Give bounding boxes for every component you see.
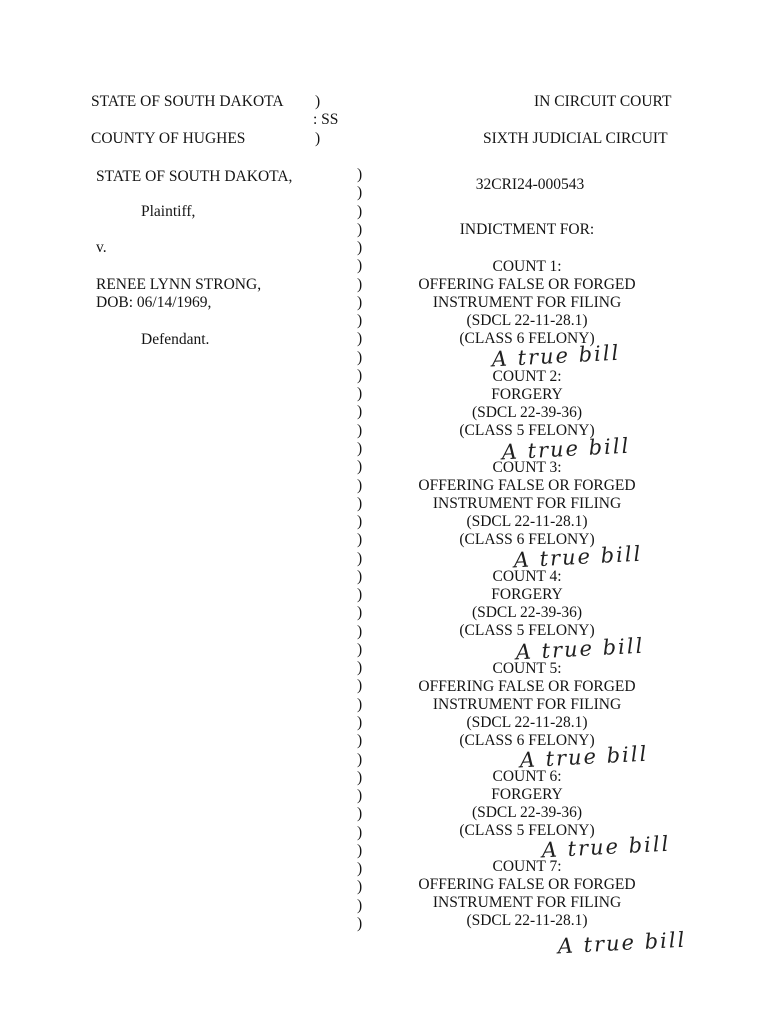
ss-mark: : SS (313, 111, 339, 128)
caption-paren-1: ) (315, 93, 321, 110)
count-line: OFFERING FALSE OR FORGED (418, 276, 636, 293)
divider-paren: ) (357, 348, 363, 366)
divider-paren: ) (357, 531, 363, 549)
divider-paren: ) (357, 366, 363, 384)
divider-paren: ) (357, 622, 363, 640)
county-caption-left: COUNTY OF HUGHES (91, 130, 246, 147)
divider-paren: ) (357, 713, 363, 731)
judicial-circuit: SIXTH JUDICIAL CIRCUIT (483, 130, 668, 147)
count-line: (SDCL 22-39-36) (471, 804, 583, 821)
divider-paren: ) (357, 768, 363, 786)
count-line: OFFERING FALSE OR FORGED (418, 678, 636, 695)
divider-paren: ) (357, 787, 363, 805)
count-line: (SDCL 22-11-28.1) (466, 912, 588, 929)
count-line: (SDCL 22-39-36) (471, 604, 583, 621)
defendant-role: Defendant. (141, 331, 210, 348)
divider-paren: ) (357, 513, 363, 531)
count-line: (CLASS 5 FELONY) (459, 822, 595, 839)
divider-paren: ) (357, 823, 363, 841)
divider-paren: ) (357, 567, 363, 585)
defendant-dob: DOB: 06/14/1969, (96, 294, 212, 311)
divider-paren: ) (357, 239, 363, 257)
case-number: 32CRI24-000543 (475, 176, 585, 193)
divider-paren: ) (357, 293, 363, 311)
count-line: (SDCL 22-11-28.1) (466, 513, 588, 530)
count-line: INSTRUMENT FOR FILING (432, 495, 622, 512)
divider-paren: ) (357, 403, 363, 421)
count-line: INSTRUMENT FOR FILING (432, 696, 622, 713)
plaintiff-role: Plaintiff, (141, 203, 196, 220)
versus: v. (96, 239, 107, 256)
true-bill-endorsement: A true bill (513, 541, 643, 573)
count-line: (CLASS 6 FELONY) (459, 330, 595, 347)
divider-paren: ) (357, 184, 363, 202)
count-label: COUNT 1: (492, 258, 562, 275)
count-line: (SDCL 22-39-36) (471, 404, 583, 421)
divider-paren: ) (357, 439, 363, 457)
divider-paren: ) (357, 330, 363, 348)
divider-paren: ) (357, 878, 363, 896)
count-line: (SDCL 22-11-28.1) (466, 312, 588, 329)
plaintiff-name: STATE OF SOUTH DAKOTA, (96, 168, 293, 185)
true-bill-endorsement: A true bill (519, 741, 649, 773)
divider-paren: ) (357, 549, 363, 567)
true-bill-endorsement: A true bill (557, 927, 687, 959)
divider-paren: ) (357, 421, 363, 439)
divider-paren: ) (357, 275, 363, 293)
count-line: (CLASS 6 FELONY) (459, 531, 595, 548)
divider-paren: ) (357, 860, 363, 878)
count-line: (SDCL 22-11-28.1) (466, 714, 588, 731)
count-line: (CLASS 5 FELONY) (459, 622, 595, 639)
count-line: (CLASS 6 FELONY) (459, 732, 595, 749)
divider-paren: ) (357, 805, 363, 823)
true-bill-endorsement: A true bill (501, 433, 631, 465)
divider-paren: ) (357, 257, 363, 275)
count-line: OFFERING FALSE OR FORGED (418, 876, 636, 893)
state-caption-left: STATE OF SOUTH DAKOTA (91, 93, 284, 110)
court-name: IN CIRCUIT COURT (534, 93, 672, 110)
count-label: COUNT 6: (492, 768, 562, 785)
count-label: COUNT 5: (492, 660, 562, 677)
divider-paren: ) (357, 841, 363, 859)
caption-divider-column (357, 166, 369, 933)
count-line: INSTRUMENT FOR FILING (432, 294, 622, 311)
divider-paren: ) (357, 695, 363, 713)
count-line: (CLASS 5 FELONY) (459, 422, 595, 439)
true-bill-endorsement: A true bill (491, 340, 621, 372)
count-line: FORGERY (491, 386, 563, 403)
count-line: OFFERING FALSE OR FORGED (418, 477, 636, 494)
caption-paren-2: ) (315, 130, 321, 147)
true-bill-endorsement: A true bill (515, 633, 645, 665)
defendant-name: RENEE LYNN STRONG, (96, 276, 262, 293)
divider-paren: ) (357, 312, 363, 330)
divider-paren: ) (357, 732, 363, 750)
true-bill-endorsement: A true bill (541, 831, 671, 863)
indictment-heading: INDICTMENT FOR: (459, 221, 595, 238)
divider-paren: ) (357, 750, 363, 768)
count-line: FORGERY (491, 586, 563, 603)
divider-paren: ) (357, 476, 363, 494)
divider-paren: ) (357, 494, 363, 512)
count-line: INSTRUMENT FOR FILING (432, 894, 622, 911)
divider-paren: ) (357, 166, 363, 183)
divider-paren: ) (357, 640, 363, 658)
divider-paren: ) (357, 385, 363, 403)
divider-paren: ) (357, 677, 363, 695)
divider-paren: ) (357, 896, 363, 914)
count-label: COUNT 3: (492, 459, 562, 476)
divider-paren: ) (357, 458, 363, 476)
count-label: COUNT 7: (492, 858, 562, 875)
count-label: COUNT 4: (492, 568, 562, 585)
divider-paren: ) (357, 586, 363, 604)
count-label: COUNT 2: (492, 368, 562, 385)
divider-paren: ) (357, 659, 363, 677)
count-line: FORGERY (491, 786, 563, 803)
divider-paren: ) (357, 604, 363, 622)
divider-paren: ) (357, 202, 363, 220)
divider-paren: ) (357, 220, 363, 238)
divider-paren: ) (357, 914, 363, 932)
